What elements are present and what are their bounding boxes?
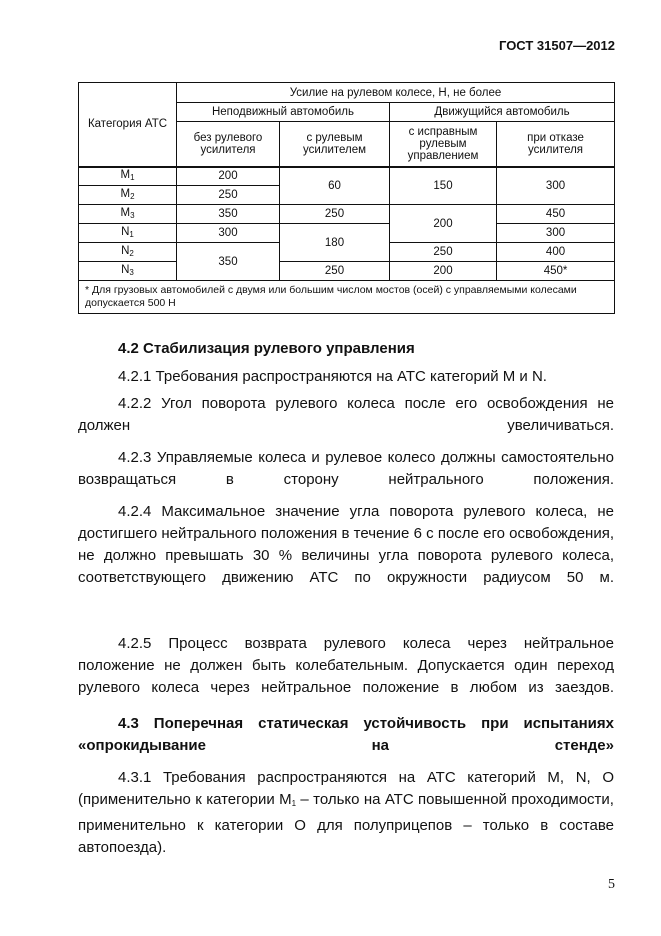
- paragraph-4-2-2: 4.2.2 Угол поворота рулевого колеса после его освобождения не должен увеличиваться.: [78, 395, 614, 434]
- page-number: 5: [608, 877, 615, 892]
- section-4-3-title: 4.3 Поперечная статическая устойчивость при испытаниях «опрокидывание на стенде»: [78, 715, 614, 754]
- category-m3: $M_3$: [79, 205, 177, 224]
- category-m2: $M_2$: [79, 186, 177, 205]
- cell-n3-working: 200: [390, 262, 497, 281]
- cell-m12-failed: 300: [497, 167, 615, 205]
- category-n2: $N_2$: [79, 243, 177, 262]
- paragraph-4-2-4: 4.2.4 Максимальное значение угла поворота рулевого колеса, не достигшего нейтрального положения в течение 6 с после его освобождения, не должно превышать 30 % величины угла поворота рулевого колеса, соответствующего движению АТС по окружности радиусом 50 м.: [78, 503, 614, 586]
- table-row: [79, 205, 615, 224]
- cell-n1-failed: 300: [497, 224, 615, 243]
- table-footnote: * Для грузовых автомобилей с двумя или большим числом мостов (осей) с управляемыми колесами допускается 500 Н: [79, 281, 615, 314]
- header-working-steering: с исправным рулевым управлением: [390, 122, 497, 167]
- cell-m3n1-working: 200: [390, 205, 497, 243]
- cell-m3-no-amp: 350: [177, 205, 280, 224]
- steering-force-table: [78, 82, 615, 314]
- header-category: Категория АТС: [79, 83, 177, 167]
- header-force: Усилие на рулевом колесе, Н, не более: [177, 83, 615, 103]
- paragraph-4-2-1: 4.2.1 Требования распространяются на АТС категорий М и N.: [118, 368, 547, 385]
- cell-n2-failed: 400: [497, 243, 615, 262]
- cell-n2-working: 250: [390, 243, 497, 262]
- header-no-amplifier: без рулевого усилителя: [177, 122, 280, 167]
- cell-m12-working: 150: [390, 167, 497, 205]
- header-moving: Движущийся автомобиль: [390, 103, 615, 122]
- table-row: [79, 224, 615, 243]
- table-row: [79, 262, 615, 281]
- cell-m1-no-amp: 200: [177, 167, 280, 186]
- cell-m12-with-amp: 60: [280, 167, 390, 205]
- document-header: ГОСТ 31507—2012: [499, 38, 615, 53]
- cell-n1-no-amp: 300: [177, 224, 280, 243]
- category-n3: $N_3$: [79, 262, 177, 281]
- section-4-2-title: 4.2 Стабилизация рулевого управления: [118, 340, 415, 357]
- header-with-amplifier: с рулевым усилителем: [280, 122, 390, 167]
- cell-n3-failed: 450*: [497, 262, 615, 281]
- category-m1: $M_1$: [79, 167, 177, 186]
- cell-n3-with-amp: 250: [280, 262, 390, 281]
- table-row: [79, 167, 615, 186]
- paragraph-4-2-3: 4.2.3 Управляемые колеса и рулевое колесо должны самостоятельно возвращаться в сторону нейтрального положения.: [78, 449, 614, 488]
- cell-n23-no-amp: 350: [177, 243, 280, 281]
- cell-m2-no-amp: 250: [177, 186, 280, 205]
- cell-n1n2-with-amp: 180: [280, 224, 390, 262]
- header-stationary: Неподвижный автомобиль: [177, 103, 390, 122]
- paragraph-4-3-1: 4.3.1 Требования распространяются на АТС категорий М, N, О (применительно к категории $M_1$ – только на АТС повышенной проходимости, применительно к категории О для полуприцепов – только в составе автопоезда).: [78, 769, 614, 856]
- cell-m3-with-amp: 250: [280, 205, 390, 224]
- cell-m3-failed: 450: [497, 205, 615, 224]
- paragraph-4-2-5: 4.2.5 Процесс возврата рулевого колеса через нейтральное положение не должен быть колебательным. Допускается один переход рулевого колеса через нейтральное положение в любом из заездов.: [78, 635, 614, 696]
- header-failed-amplifier: при отказе усилителя: [497, 122, 615, 167]
- category-n1: $N_1$: [79, 224, 177, 243]
